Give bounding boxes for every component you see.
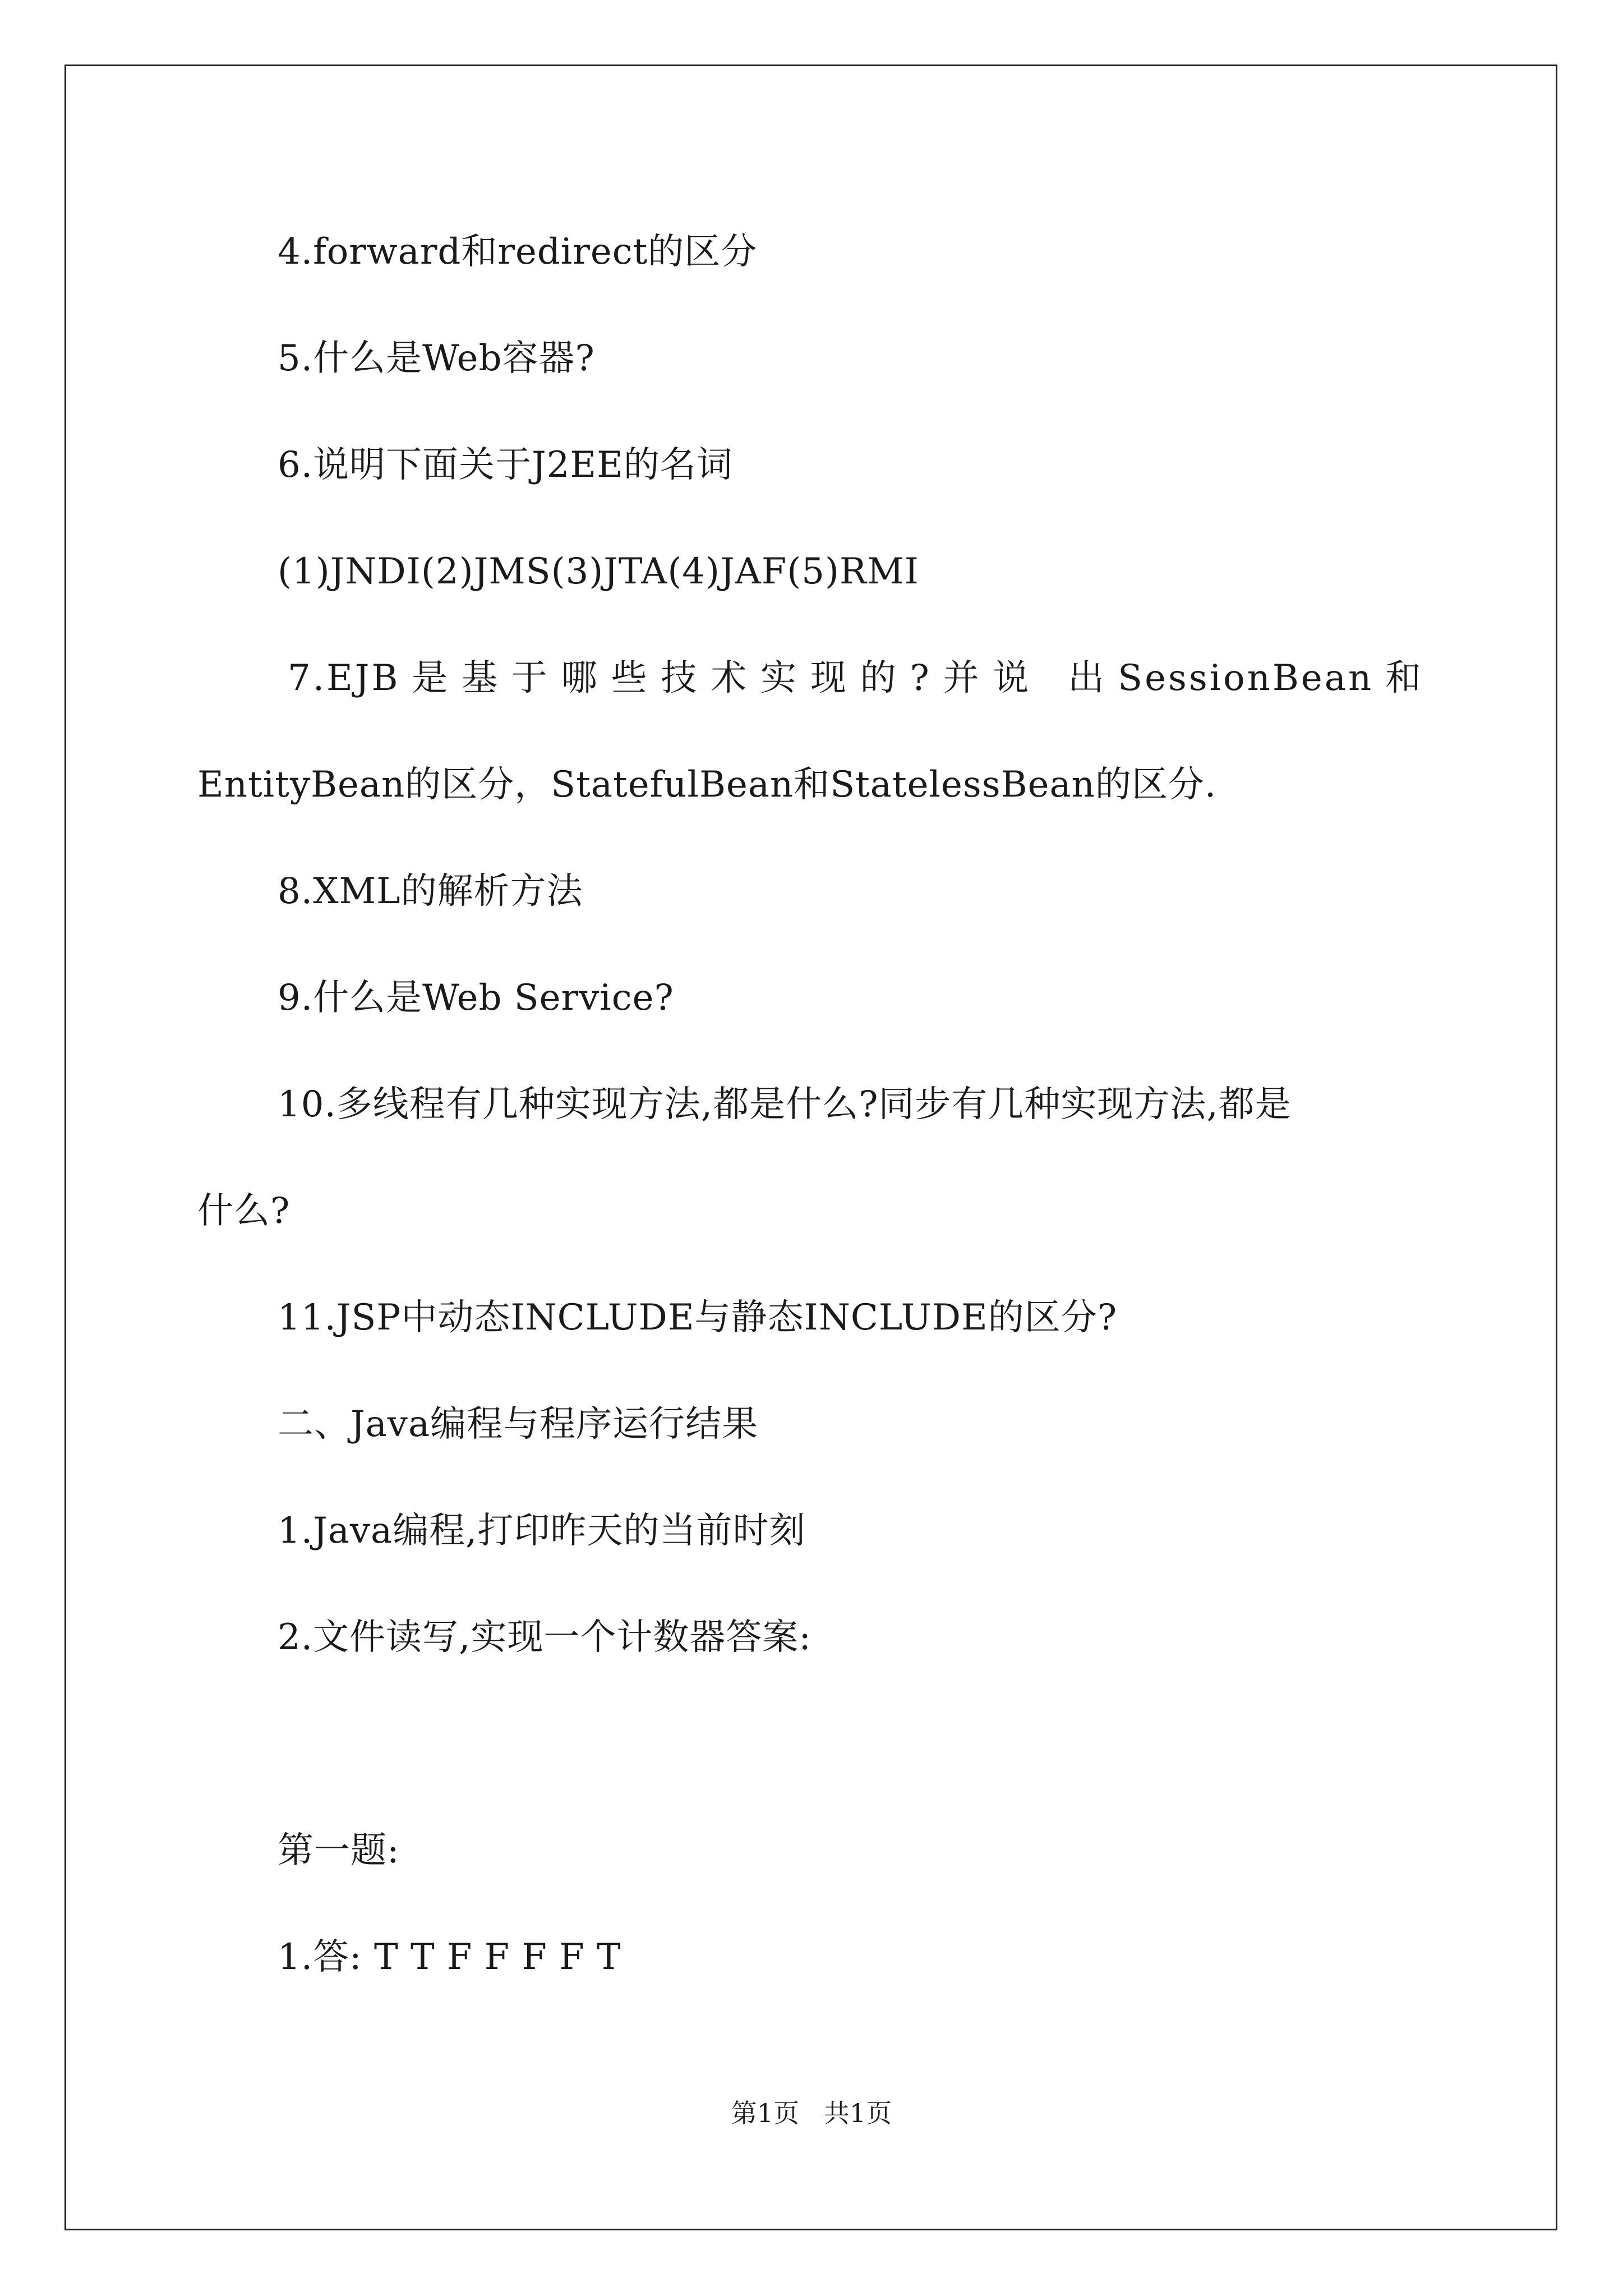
question-10-continuation-line: 什么?: [197, 1190, 291, 1232]
question-6-terms-line: (1)JNDI(2)JMS(3)JTA(4)JAF(5)RMI: [278, 551, 919, 592]
page-border: [64, 65, 1557, 2230]
answer-1-line: 1.答: T T F F F F T: [278, 1936, 621, 1978]
question-9-line: 9.什么是Web Service?: [278, 977, 674, 1019]
section-2-heading: 二、Java编程与程序运行结果: [278, 1404, 759, 1445]
question-7-line: 7.EJB是基于哪些技术实现的?并说 出SessionBean和: [288, 657, 1423, 699]
programming-task-2-line: 2.文件读写,实现一个计数器答案:: [278, 1617, 811, 1658]
programming-task-1-line: 1.Java编程,打印昨天的当前时刻: [278, 1510, 806, 1552]
question-7-continuation-line: EntityBean的区分，StatefulBean和StatelessBean的区分.: [197, 764, 1217, 806]
question-11-line: 11.JSP中动态INCLUDE与静态INCLUDE的区分?: [278, 1297, 1118, 1338]
question-6-line: 6.说明下面关于J2EE的名词: [278, 444, 733, 486]
page-number-footer: 第1页 共1页: [731, 2098, 892, 2128]
answers-heading: 第一题:: [278, 1830, 400, 1871]
question-4-line: 4.forward和redirect的区分: [278, 231, 758, 273]
question-5-line: 5.什么是Web容器?: [278, 338, 595, 379]
question-8-line: 8.XML的解析方法: [278, 871, 583, 912]
question-10-line: 10.多线程有几种实现方法,都是什么?同步有几种实现方法,都是: [278, 1084, 1292, 1125]
